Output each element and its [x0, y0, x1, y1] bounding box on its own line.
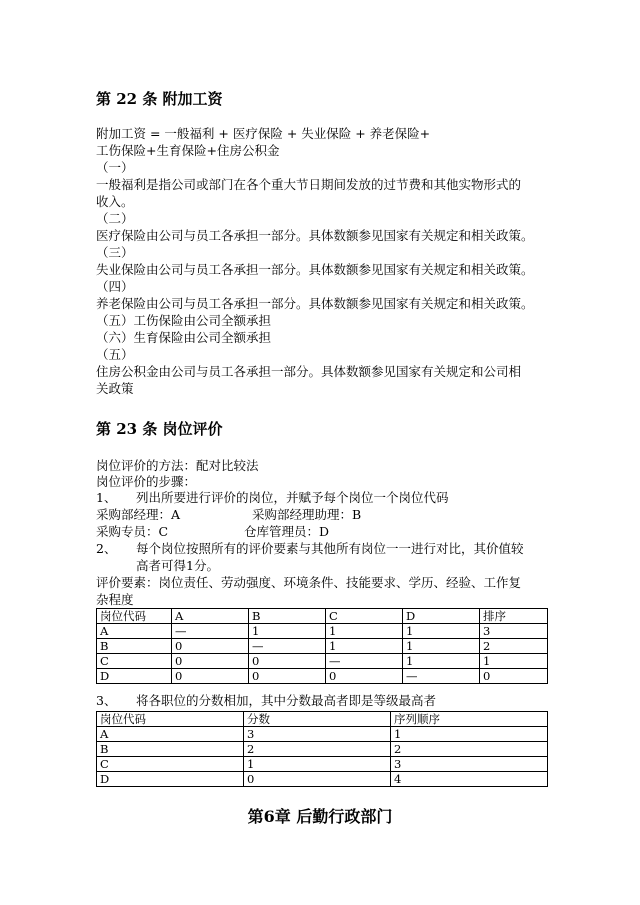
table-header-cell: 序列顺序 [391, 712, 548, 727]
table-row [97, 757, 548, 772]
article-23-heading: 第 23 条 岗位评价 [96, 420, 223, 438]
table-cell: 2 [391, 742, 548, 757]
para-line: （二） [96, 211, 134, 226]
factors-line-2: 杂程度 [96, 592, 134, 607]
table-row [97, 742, 548, 757]
table-header-cell: 分数 [244, 712, 391, 727]
score-ranking-table [96, 711, 548, 787]
table-cell: 0 [249, 654, 326, 669]
table-cell: — [249, 639, 326, 654]
table-header-cell: 岗位代码 [97, 712, 244, 727]
table-cell: 3 [391, 757, 548, 772]
table-cell: 1 [403, 624, 480, 639]
table-cell: C [97, 654, 172, 669]
table-cell: 1 [391, 727, 548, 742]
table-cell: 1 [403, 654, 480, 669]
step-1-text: 列出所要进行评价的岗位，并赋予每个岗位一个岗位代码 [136, 490, 449, 505]
table-header-cell: C [326, 609, 403, 624]
table-cell: 1 [403, 639, 480, 654]
formula-line-1: 附加工资 = 一般福利 + 医疗保险 + 失业保险 + 养老保险+ [96, 126, 431, 141]
para-line: （一） [96, 160, 134, 175]
para-line: 住房公积金由公司与员工各承担一部分。具体数额参见国家有关规定和公司相 [96, 364, 522, 379]
table-cell: 0 [326, 669, 403, 684]
position-b: 采购部经理助理：B [252, 507, 362, 522]
chapter-heading: 第6章 后勤行政部门 [247, 807, 393, 826]
table-row [97, 639, 548, 654]
table-cell: D [97, 772, 244, 787]
factors-line-1: 评价要素：岗位责任、劳动强度、环境条件、技能要求、学历、经验、工作复 [96, 575, 522, 590]
para-line: 关政策 [96, 381, 134, 396]
table-cell: C [97, 757, 244, 772]
table-cell: 0 [172, 639, 249, 654]
table-cell: B [97, 639, 172, 654]
para-line: 养老保险由公司与员工各承担一部分。具体数额参见国家有关规定和相关政策。 [96, 296, 534, 311]
formula-line-2: 工伤保险+生育保险+住房公积金 [96, 143, 280, 158]
table-header-cell: B [249, 609, 326, 624]
para-line: （四） [96, 279, 134, 294]
table-cell: A [97, 727, 244, 742]
table-row [97, 624, 548, 639]
position-a: 采购部经理：A [96, 507, 181, 522]
table-cell: 2 [244, 742, 391, 757]
table-cell: 1 [326, 624, 403, 639]
table-header-cell: D [403, 609, 480, 624]
table-cell: 1 [326, 639, 403, 654]
table-header-cell: 岗位代码 [97, 609, 172, 624]
table-cell: 0 [172, 669, 249, 684]
table-row [97, 727, 548, 742]
table-cell: 0 [244, 772, 391, 787]
table-cell: 0 [249, 669, 326, 684]
steps-line: 岗位评价的步骤： [96, 474, 197, 489]
step-3-number: 3、 [96, 693, 117, 708]
table-header-row [97, 609, 548, 624]
step-1-number: 1、 [96, 490, 117, 505]
para-line: 失业保险由公司与员工各承担一部分。具体数额参见国家有关规定和相关政策。 [96, 262, 534, 277]
step-2-text: 每个岗位按照所有的评价要素与其他所有岗位一一进行对比，其价值较 [136, 541, 524, 556]
article-22-heading: 第 22 条 附加工资 [96, 90, 223, 108]
para-line: 收入。 [96, 194, 134, 209]
table-cell: — [326, 654, 403, 669]
table-cell: 2 [480, 639, 548, 654]
step-3-text: 将各职位的分数相加，其中分数最高者即是等级最高者 [136, 693, 437, 708]
table-header-cell: A [172, 609, 249, 624]
table-cell: 3 [480, 624, 548, 639]
table-cell: 1 [244, 757, 391, 772]
table-cell: D [97, 669, 172, 684]
table-cell: A [97, 624, 172, 639]
position-d: 仓库管理员：D [244, 524, 330, 539]
table-cell: B [97, 742, 244, 757]
table-row [97, 669, 548, 684]
para-line: （五） [96, 347, 134, 362]
table-cell: 4 [391, 772, 548, 787]
table-cell: — [172, 624, 249, 639]
table-row [97, 772, 548, 787]
para-line: 医疗保险由公司与员工各承担一部分。具体数额参见国家有关规定和相关政策。 [96, 228, 534, 243]
table-cell: 1 [480, 654, 548, 669]
method-line: 岗位评价的方法：配对比较法 [96, 458, 259, 473]
step-2-number: 2、 [96, 541, 117, 556]
table-cell: 3 [244, 727, 391, 742]
para-line: 一般福利是指公司或部门在各个重大节日期间发放的过节费和其他实物形式的 [96, 177, 522, 192]
table-cell: — [403, 669, 480, 684]
table-header-row [97, 712, 548, 727]
table-row [97, 654, 548, 669]
step-2-text-cont: 高者可得1分。 [136, 558, 219, 573]
table-header-cell: 排序 [480, 609, 548, 624]
table-cell: 0 [172, 654, 249, 669]
position-c: 采购专员：C [96, 524, 169, 539]
pairwise-comparison-table [96, 608, 548, 684]
para-line: （六）生育保险由公司全额承担 [96, 330, 272, 345]
para-line: （三） [96, 245, 134, 260]
para-line: （五）工伤保险由公司全额承担 [96, 313, 272, 328]
table-cell: 1 [249, 624, 326, 639]
table-cell: 0 [480, 669, 548, 684]
